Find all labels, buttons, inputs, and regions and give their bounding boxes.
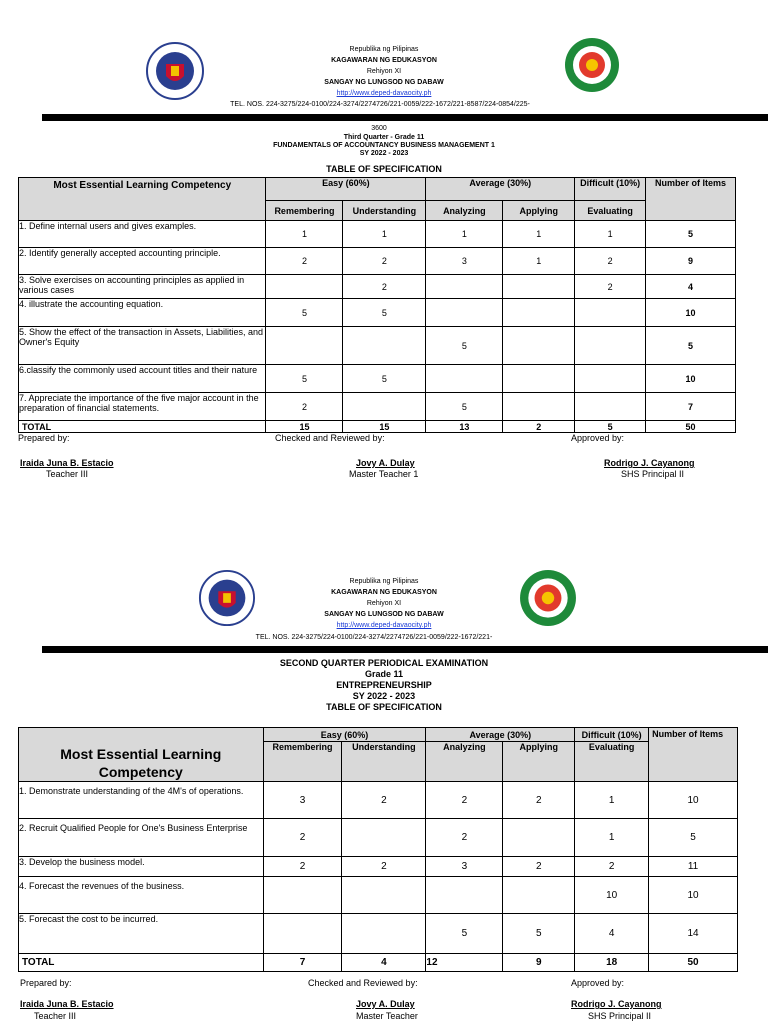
value-cell: 2	[266, 393, 343, 421]
principal-position: SHS Principal II	[621, 469, 685, 479]
approved-by-label: Approved by:	[571, 978, 625, 988]
value-cell	[263, 877, 342, 914]
department-label: KAGAWARAN NG EDUKASYON	[331, 57, 437, 64]
value-cell: 1	[503, 221, 575, 248]
total-items-cell: 14	[649, 914, 738, 954]
total-items-cell: 4	[646, 275, 736, 299]
total-cell: 4	[342, 954, 426, 972]
principal-position: SHS Principal II	[588, 1011, 652, 1021]
value-cell: 1	[266, 221, 343, 248]
teacher-name: Iraida Juna B. Estacio	[20, 999, 114, 1009]
value-cell: 5	[426, 393, 503, 421]
value-cell: 5	[503, 914, 575, 954]
sub-remembering: Remembering	[263, 742, 342, 782]
principal-name: Rodrigo J. Cayanong	[571, 999, 662, 1009]
sheet2-tos-table	[18, 727, 738, 972]
value-cell	[342, 877, 426, 914]
letterhead-1	[184, 44, 584, 99]
tel-line-1-cont: 3600	[371, 125, 387, 132]
value-cell: 10	[575, 877, 649, 914]
competency-cell: 1. Demonstrate understanding of the 4M's of operations.	[19, 782, 264, 819]
value-cell	[266, 327, 343, 365]
total-cell: 12	[426, 954, 503, 972]
sheet2-title-line: Grade 11	[364, 669, 404, 679]
total-cell: 15	[266, 421, 343, 433]
sheet1-title	[184, 134, 584, 158]
value-cell	[503, 327, 575, 365]
sub-analyzing: Analyzing	[426, 742, 503, 782]
competency-cell: 5. Forecast the cost to be incurred.	[19, 914, 264, 954]
competency-cell: 3. Solve exercises on accounting principles as applied in various cases	[19, 275, 266, 299]
competency-cell: 2. Identify generally accepted accounting principle.	[19, 248, 266, 275]
sheet1-title-line: Third Quarter - Grade 11	[343, 134, 425, 141]
teacher-position: Teacher III	[34, 1011, 77, 1021]
value-cell: 2	[575, 857, 649, 877]
value-cell: 1	[426, 221, 503, 248]
table-row	[19, 299, 736, 327]
value-cell: 5	[266, 365, 343, 393]
col-competency-header: Most Essential Learning Competency	[19, 178, 266, 221]
tel-line-2: TEL. NOS. 224-3275/224-0100/224-3274/2274726/221-0059/222-1672/221-	[255, 634, 493, 641]
value-cell: 5	[426, 914, 503, 954]
value-cell: 2	[503, 857, 575, 877]
total-label: TOTAL	[19, 421, 266, 433]
competency-cell: 2. Recruit Qualified People for One's Business Enterprise	[19, 819, 264, 857]
value-cell	[575, 393, 646, 421]
table-row	[19, 327, 736, 365]
value-cell	[426, 275, 503, 299]
total-cell: 9	[503, 954, 575, 972]
region-label: Rehiyon XI	[366, 68, 402, 75]
competency-cell: 3. Develop the business model.	[19, 857, 264, 877]
value-cell	[575, 299, 646, 327]
total-label: TOTAL	[19, 954, 264, 972]
master-teacher-position: Master Teacher	[356, 1011, 418, 1021]
sheet2-title-line: ENTREPRENEURSHIP	[336, 680, 432, 690]
value-cell	[503, 365, 575, 393]
value-cell: 3	[263, 782, 342, 819]
value-cell: 2	[426, 819, 503, 857]
value-cell: 2	[342, 782, 426, 819]
value-cell: 2	[266, 248, 343, 275]
sub-evaluating: Evaluating	[575, 742, 649, 782]
value-cell: 3	[426, 248, 503, 275]
value-cell	[503, 275, 575, 299]
header-divider-1	[42, 114, 768, 121]
value-cell: 2	[575, 248, 646, 275]
competency-cell: 4. illustrate the accounting equation.	[19, 299, 266, 327]
value-cell: 3	[426, 857, 503, 877]
total-items-cell: 5	[646, 327, 736, 365]
col-number-header: Number of Items	[649, 728, 738, 782]
department-label: KAGAWARAN NG EDUKASYON	[331, 589, 437, 596]
sub-remembering: Remembering	[266, 201, 343, 221]
value-cell: 1	[575, 819, 649, 857]
value-cell	[503, 819, 575, 857]
sub-analyzing: Analyzing	[426, 201, 503, 221]
tel-line-1: TEL. NOS. 224-3275/224-0100/224-3274/2274726/221-0059/222-1672/221-8587/224-0854/225-	[230, 101, 530, 108]
value-cell	[503, 877, 575, 914]
value-cell	[263, 914, 342, 954]
value-cell: 5	[266, 299, 343, 327]
total-cell: 15	[343, 421, 426, 433]
website-link[interactable]: http://www.deped-davaocity.ph	[336, 622, 432, 629]
header-divider-2	[42, 646, 768, 653]
value-cell: 2	[343, 248, 426, 275]
website-link[interactable]: http://www.deped-davaocity.ph	[336, 90, 432, 97]
competency-cell: 1. Define internal users and gives examples.	[19, 221, 266, 248]
value-cell	[426, 299, 503, 327]
competency-cell: 4. Forecast the revenues of the business.	[19, 877, 264, 914]
prepared-by-label: Prepared by:	[20, 978, 72, 988]
table-row	[19, 365, 736, 393]
value-cell: 5	[343, 299, 426, 327]
value-cell	[575, 327, 646, 365]
competency-cell: 7. Appreciate the importance of the five major account in the preparation of financial statements.	[19, 393, 266, 421]
value-cell: 5	[343, 365, 426, 393]
value-cell: 1	[503, 248, 575, 275]
total-items-cell: 10	[649, 782, 738, 819]
value-cell	[426, 877, 503, 914]
table-row	[19, 221, 736, 248]
total-cell: 2	[503, 421, 575, 433]
value-cell	[343, 393, 426, 421]
sub-understanding: Understanding	[342, 742, 426, 782]
value-cell	[503, 299, 575, 327]
value-cell: 1	[575, 221, 646, 248]
total-cell: 50	[649, 954, 738, 972]
col-easy-header: Easy (60%)	[263, 728, 426, 742]
sub-applying: Applying	[503, 742, 575, 782]
col-difficult-header: Difficult (10%)	[575, 728, 649, 742]
total-items-cell: 9	[646, 248, 736, 275]
value-cell: 2	[343, 275, 426, 299]
sheet2-title-line: SECOND QUARTER PERIODICAL EXAMINATION	[279, 658, 489, 668]
table-row	[19, 857, 738, 877]
total-items-cell: 10	[646, 365, 736, 393]
total-cell: 7	[263, 954, 342, 972]
sheet2-title-line: TABLE OF SPECIFICATION	[326, 702, 442, 712]
table-row	[19, 248, 736, 275]
col-competency-header: Most Essential Learning Competency	[19, 728, 264, 782]
value-cell: 1	[575, 782, 649, 819]
total-row	[19, 421, 736, 433]
value-cell: 2	[503, 782, 575, 819]
col-average-header: Average (30%)	[426, 178, 575, 201]
principal-name: Rodrigo J. Cayanong	[604, 458, 695, 468]
teacher-name: Iraida Juna B. Estacio	[20, 458, 114, 468]
total-row	[19, 954, 738, 972]
total-items-cell: 10	[649, 877, 738, 914]
competency-cell: 6.classify the commonly used account titles and their nature	[19, 365, 266, 393]
teacher-position: Teacher III	[46, 469, 89, 479]
value-cell	[343, 327, 426, 365]
table-row	[19, 275, 736, 299]
table-row	[19, 782, 738, 819]
division-label: SANGAY NG LUNGSOD NG DABAW	[324, 79, 444, 86]
division-label: SANGAY NG LUNGSOD NG DABAW	[324, 611, 444, 618]
total-items-cell: 10	[646, 299, 736, 327]
value-cell: 2	[426, 782, 503, 819]
col-difficult-header: Difficult (10%)	[575, 178, 646, 201]
approved-by-label: Approved by:	[571, 433, 625, 443]
value-cell	[266, 275, 343, 299]
table-row	[19, 819, 738, 857]
master-teacher-name: Jovy A. Dulay	[356, 458, 415, 468]
sub-understanding: Understanding	[343, 201, 426, 221]
checked-by-label: Checked and Reviewed by:	[308, 978, 418, 988]
sub-evaluating: Evaluating	[575, 201, 646, 221]
value-cell	[426, 365, 503, 393]
col-average-header: Average (30%)	[426, 728, 575, 742]
table-row	[19, 393, 736, 421]
value-cell: 2	[263, 819, 342, 857]
total-cell: 5	[575, 421, 646, 433]
value-cell	[342, 819, 426, 857]
value-cell: 2	[575, 275, 646, 299]
sheet2-title	[184, 658, 584, 713]
sheet1-title-line: FUNDAMENTALS OF ACCOUNTANCY BUSINESS MANAGEMENT 1	[273, 142, 495, 149]
region-label: Rehiyon XI	[366, 600, 402, 607]
sheet1-tos-label: TABLE OF SPECIFICATION	[326, 164, 442, 174]
republic-label: Republika ng Pilipinas	[349, 46, 419, 53]
value-cell: 2	[263, 857, 342, 877]
value-cell: 1	[343, 221, 426, 248]
sheet2-title-line: SY 2022 - 2023	[352, 691, 416, 701]
sub-applying: Applying	[503, 201, 575, 221]
checked-by-label: Checked and Reviewed by:	[275, 433, 385, 443]
value-cell: 2	[342, 857, 426, 877]
letterhead-2	[184, 576, 584, 631]
sheet1-title-line: SY 2022 - 2023	[359, 150, 409, 157]
republic-label: Republika ng Pilipinas	[349, 578, 419, 585]
sheet1-tos-table	[18, 177, 736, 433]
competency-cell: 5. Show the effect of the transaction in Assets, Liabilities, and Owner's Equity	[19, 327, 266, 365]
total-items-cell: 7	[646, 393, 736, 421]
table-row	[19, 914, 738, 954]
prepared-by-label: Prepared by:	[18, 433, 70, 443]
master-teacher-position: Master Teacher 1	[349, 469, 419, 479]
col-number-header: Number of Items	[646, 178, 736, 221]
value-cell	[342, 914, 426, 954]
table-row	[19, 877, 738, 914]
total-items-cell: 11	[649, 857, 738, 877]
value-cell: 5	[426, 327, 503, 365]
total-cell: 50	[646, 421, 736, 433]
total-cell: 18	[575, 954, 649, 972]
total-cell: 13	[426, 421, 503, 433]
total-items-cell: 5	[649, 819, 738, 857]
value-cell	[503, 393, 575, 421]
value-cell: 4	[575, 914, 649, 954]
total-items-cell: 5	[646, 221, 736, 248]
col-easy-header: Easy (60%)	[266, 178, 426, 201]
master-teacher-name: Jovy A. Dulay	[356, 999, 415, 1009]
value-cell	[575, 365, 646, 393]
